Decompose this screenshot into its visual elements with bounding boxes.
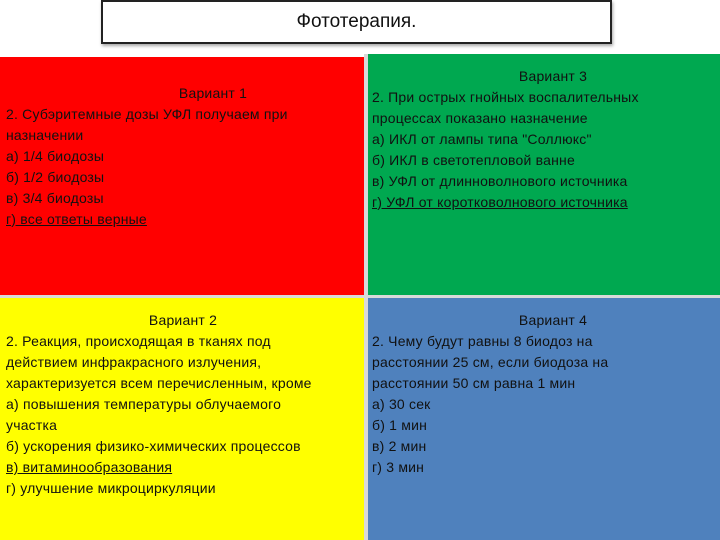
answer-option-c-correct: в) витаминообразования — [6, 459, 173, 475]
answer-option-c: в) 3/4 биодозы — [6, 190, 104, 206]
variant-heading: Вариант 4 — [518, 312, 588, 328]
variant-1-panel — [0, 57, 366, 297]
question-text: 2. При острых гнойных воспалительных — [372, 89, 639, 105]
question-text: характеризуется всем перечисленным, кроме — [6, 375, 312, 391]
variant-heading: Вариант 2 — [148, 312, 218, 328]
question-text: расстоянии 50 см равна 1 мин — [372, 375, 576, 391]
question-text: процессах показано назначение — [372, 110, 588, 126]
answer-option-b: б) 1 мин — [372, 417, 428, 433]
variant-3-panel — [366, 54, 720, 297]
answer-option-d-correct: г) все ответы верные — [6, 211, 147, 227]
horizontal-divider — [0, 295, 720, 298]
variant-2-panel — [0, 297, 366, 540]
variant-heading: Вариант 1 — [178, 85, 248, 101]
question-text: расстоянии 25 см, если биодоза на — [372, 354, 609, 370]
answer-option-a: а) повышения температуры облучаемого — [6, 396, 282, 412]
variant-4-panel — [366, 297, 720, 540]
answer-option-d-correct: г) УФЛ от коротковолнового источника — [372, 194, 628, 210]
answer-option-d: г) 3 мин — [372, 459, 425, 475]
answer-option-b: б) ускорения физико-химических процессов — [6, 438, 301, 454]
question-text: действием инфракрасного излучения, — [6, 354, 262, 370]
variant-heading: Вариант 3 — [518, 68, 588, 84]
slide-title: Фототерапия. — [101, 0, 612, 44]
question-text: 2. Чему будут равны 8 биодоз на — [372, 333, 593, 349]
question-text: 2. Субэритемные дозы УФЛ получаем при — [6, 106, 288, 122]
answer-option-a: а) ИКЛ от лампы типа "Соллюкс" — [372, 131, 592, 147]
question-text: 2. Реакция, происходящая в тканях под — [6, 333, 271, 349]
answer-option-d: г) улучшение микроциркуляции — [6, 480, 216, 496]
answer-option-b: б) ИКЛ в светотепловой ванне — [372, 152, 575, 168]
question-text: назначении — [6, 127, 84, 143]
answer-option-a: а) 1/4 биодозы — [6, 148, 105, 164]
answer-option-a: а) 30 сек — [372, 396, 431, 412]
answer-option-a: участка — [6, 417, 58, 433]
answer-option-b: б) 1/2 биодозы — [6, 169, 105, 185]
answer-option-c: в) УФЛ от длинноволнового источника — [372, 173, 628, 189]
answer-option-c: в) 2 мин — [372, 438, 427, 454]
